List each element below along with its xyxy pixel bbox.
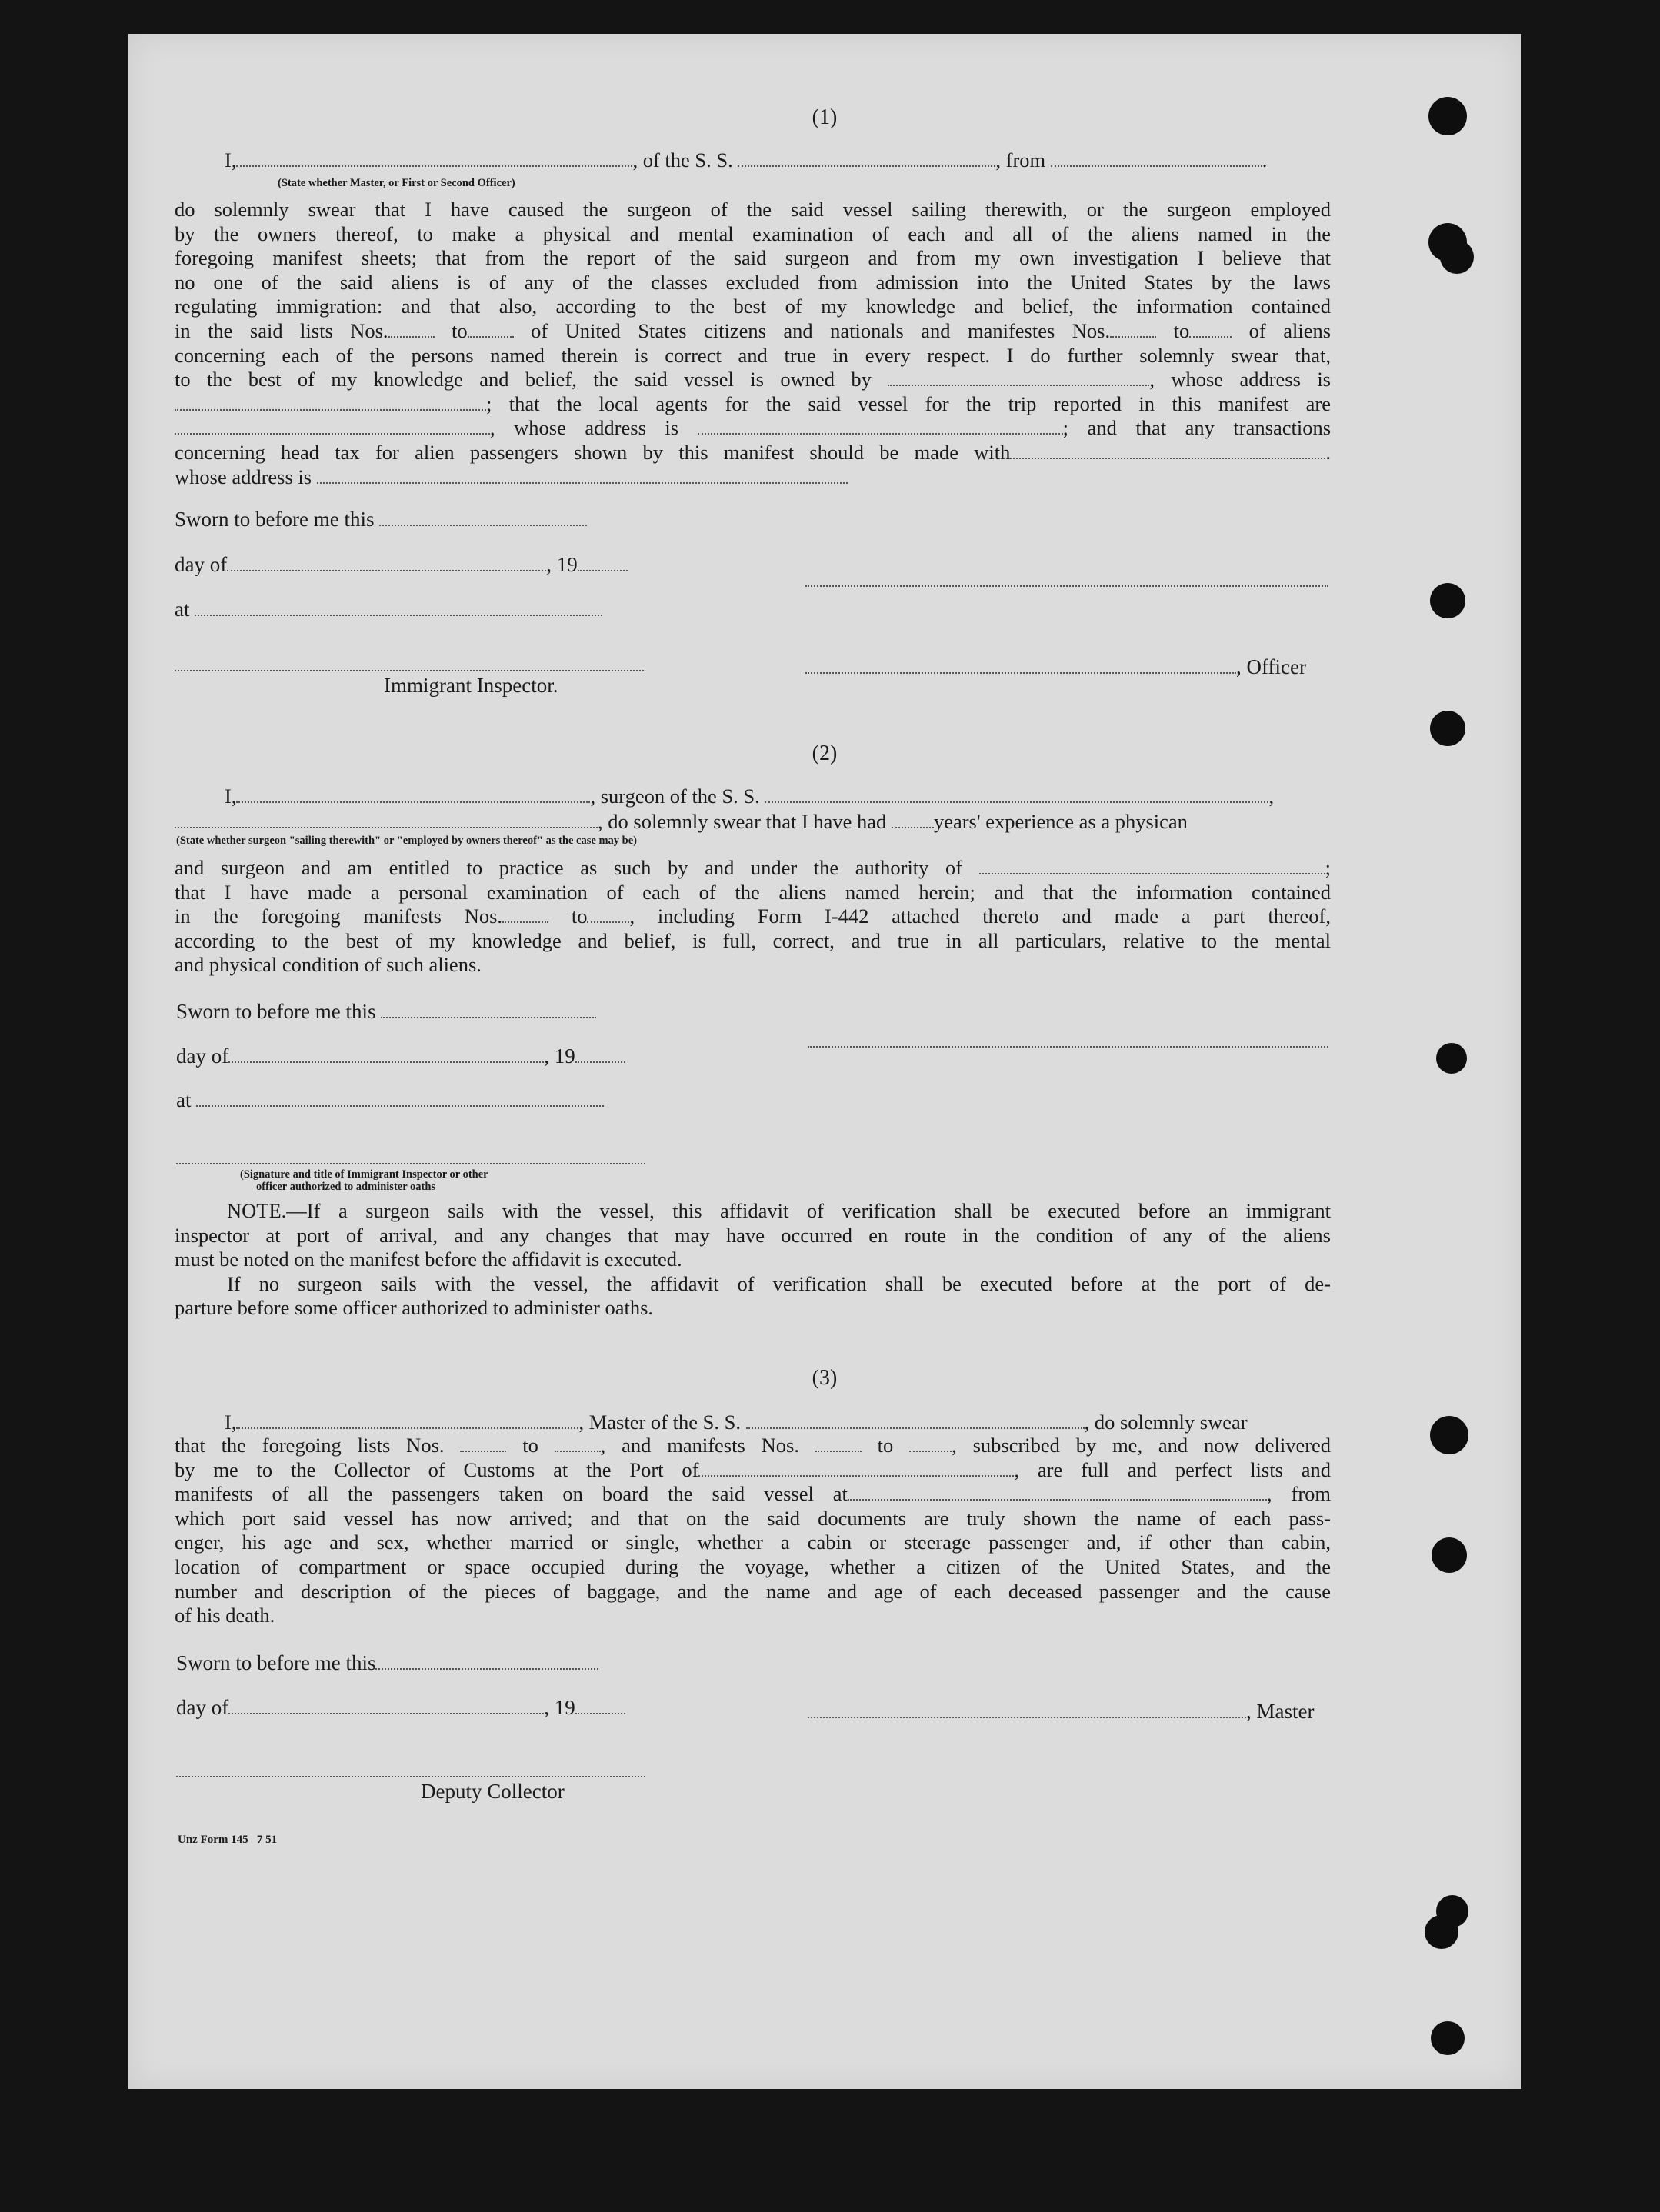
s1-line-11: concerning head tax for alien passengers shown by this manifest should be made with .: [175, 440, 1331, 464]
section-3-number: (3): [812, 1366, 838, 1390]
s2-sig-note-2: officer authorized to administer oaths: [256, 1181, 436, 1193]
s3-header-line: I, , Master of the S. S. , do solemnly swear: [225, 1411, 1248, 1434]
s3-deputy-label: Deputy Collector: [421, 1780, 565, 1803]
s2-sworn: Sworn to before me this: [176, 1000, 596, 1024]
s3-master-line: , Master: [808, 1700, 1314, 1724]
s1-header-line: I, , of the S. S. , from .: [225, 148, 1268, 172]
surgeon-note: (State whether surgeon "sailing therewith" or "employed by owners thereof" as the case may be): [176, 834, 637, 847]
s3-collector-sign-line: [176, 1776, 645, 1777]
s2-surgeon-sign-line: [808, 1046, 1328, 1048]
s3-line-4: manifests of all the passengers taken on board the said vessel at , from: [175, 1482, 1332, 1506]
punch-hole: [1430, 583, 1465, 618]
s3-line-3: by me to the Collector of Customs at the Port of , are full and perfect lists and: [175, 1457, 1332, 1481]
s1-inspector-sign-line: [175, 670, 644, 671]
s1-line-8: to the best of my knowledge and belief, the said vessel is owned by , whose address is: [175, 368, 1331, 391]
s3-body: that the foregoing lists Nos. to , and manifests Nos. to , subscribed by me, and now delivered by me to the Collector of Customs at the Port of , are full and perfect lists and manifests of all the passengers taken on board the said vessel at , from which port said vessel has now arrived; and that on the said documents are truly shown the name of each pass- enger, his age and sex, whether married or single, whether a cabin or steerage passenger and, if other than cabin, location of compartment or space occupied during the voyage, whether a citizen of the United States, and the number and description of the pieces of baggage, and the name and age of each deceased passenger and the cause of his death.: [175, 1434, 1332, 1627]
punch-hole: [1431, 2021, 1465, 2055]
s1-sworn: Sworn to before me this: [175, 508, 587, 531]
s2-at: at: [176, 1088, 604, 1112]
punch-hole: [1436, 1043, 1467, 1074]
form-id: Unz Form 145 7 51: [178, 1834, 278, 1846]
s1-line-9: ; that the local agents for the said vessel for the trip reported in this manifest are: [175, 392, 1331, 417]
s1-at: at: [175, 598, 602, 621]
s1-inspector-label: Immigrant Inspector.: [384, 674, 558, 697]
punch-hole: [1430, 1416, 1468, 1454]
s2-note-block: NOTE.—If a surgeon sails with the vessel, this affidavit of verification shall be executed before an immigrant inspector at port of arrival, and any changes that may have occurred en route in the condition of any of the aliens must be noted on the manifest before the affidavit is executed. If no surgeon sails with the vessel, the affidavit of verification shall be executed before at the port of de- parture before some officer authorized to administer oaths.: [175, 1199, 1331, 1320]
s2-line-3: and surgeon and am entitled to practice as such by and under the authority of ;: [175, 856, 1332, 879]
s3-sworn: Sworn to before me this: [176, 1651, 598, 1675]
officer-note: (State whether Master, or First or Second Officer): [278, 177, 515, 189]
s2-body: and surgeon and am entitled to practice as such by and under the authority of ; that I have made a personal examination of each of the aliens named herein; and that the information contained in the foregoing manifests Nos. to , including Form I-442 attached thereto and made a part thereof, according to the best of my knowledge and belief, is full, correct, and true in all particulars, relative to the mental and physical condition of such aliens.: [175, 856, 1332, 977]
s3-day-of: day of , 19: [176, 1696, 625, 1720]
section-1-number: (1): [812, 105, 838, 129]
s2-header-line: I, , surgeon of the S. S. ,: [225, 785, 1275, 808]
punch-hole: [1440, 240, 1474, 274]
s1-officer-line: , Officer: [805, 655, 1306, 679]
s2-line-5: in the foregoing manifests Nos. to , including Form I-442 attached thereto and made a part thereof,: [175, 904, 1331, 928]
s2-line-2: , do solemnly swear that I have had years' experience as a physican: [175, 810, 1328, 834]
form-page: [128, 34, 1521, 2089]
punch-hole: [1425, 1915, 1458, 1949]
s1-day-of: day of , 19: [175, 553, 628, 577]
s2-inspector-sign-line: [176, 1163, 645, 1164]
s1-line-10: , whose address is ; and that any transactions: [175, 416, 1331, 441]
s1-body: do solemnly swear that I have caused the surgeon of the said vessel sailing therewith, or the surgeon employed by the owners thereof, to make a physical and mental examination of each and all of the aliens named in the foregoing manifest sheets; that from the report of the said surgeon and from my own investigation I believe that no one of the said aliens is of any of the classes excluded from admission into the United States by the laws regulating immigration: and that also, according to the best of my knowledge and belief, the information contained in the said lists Nos. to of United States citizens and nationals and manifestes Nos. to of aliens concerning each of the persons named therein is correct and true in every respect. I do further solemnly swear that, to the best of my knowledge and belief, the said vessel is owned by , whose address is ; that the local agents for the said vessel for the trip reported in this manifest are , whose address is ; and that any transactions concerning head tax for alien passengers shown by this manifest should be made with . whose address is: [175, 198, 1332, 488]
s1-line-6: in the said lists Nos. to of United States citizens and nationals and manifestes Nos. to of aliens: [175, 318, 1332, 342]
punch-hole: [1432, 1537, 1467, 1573]
s3-line-2: that the foregoing lists Nos. to , and manifests Nos. to , subscribed by me, and now delivered: [175, 1434, 1332, 1457]
section-2-number: (2): [812, 741, 838, 765]
s2-sig-note-1: (Signature and title of Immigrant Inspector or other: [240, 1168, 488, 1181]
s1-line-12: whose address is: [175, 465, 1331, 490]
s2-day-of: day of , 19: [176, 1044, 625, 1068]
s1-officer-sign-line-1: [805, 585, 1328, 587]
